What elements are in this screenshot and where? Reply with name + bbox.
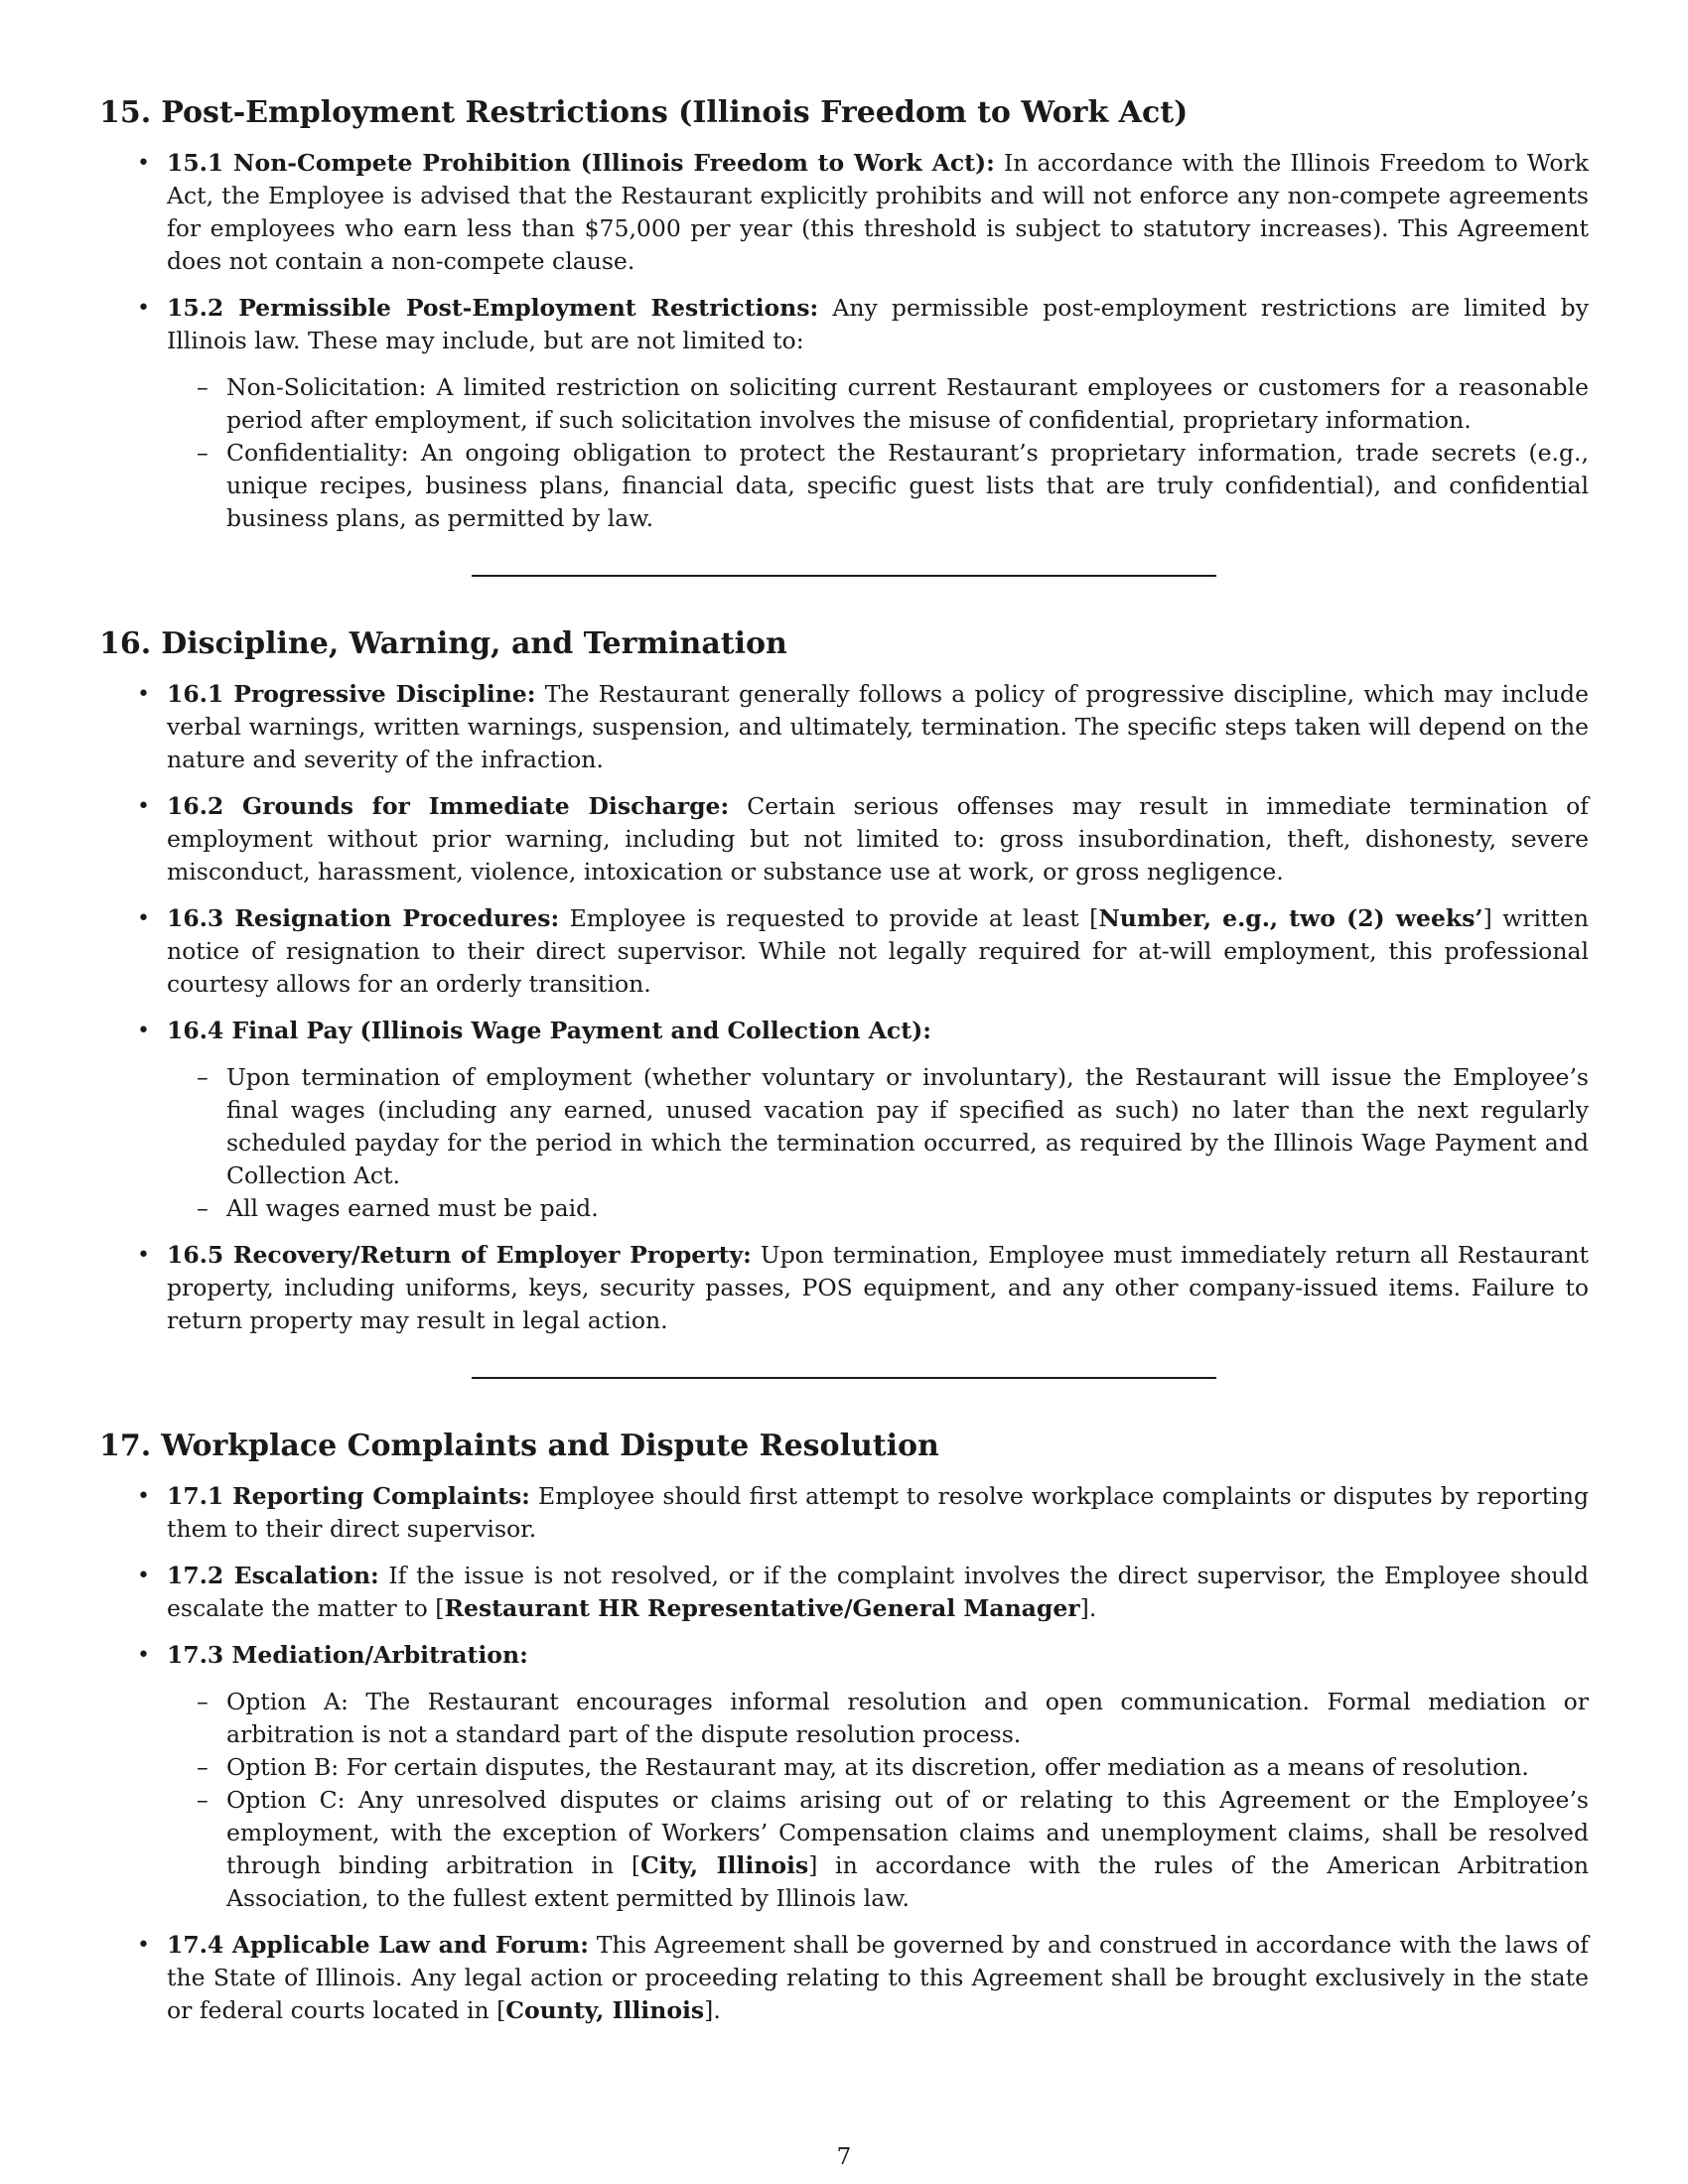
clause-label: 15.2 Permissible Post-Employment Restrictions: xyxy=(167,294,819,322)
clause-16-2 xyxy=(99,790,1589,888)
section-item-list xyxy=(99,1480,1589,2027)
clause-16-5 xyxy=(99,1239,1589,1337)
sub-clause-list xyxy=(167,1061,1589,1225)
clause-17-1 xyxy=(99,1480,1589,1546)
bullet-icon: • xyxy=(137,1243,150,1268)
clause-label: 16.3 Resignation Procedures: xyxy=(167,904,560,932)
clause-17-3 xyxy=(99,1639,1589,1915)
clause-text: Employee is requested to provide at least [ xyxy=(559,904,1099,932)
clause-15-1 xyxy=(99,147,1589,278)
section-heading xyxy=(99,1427,1589,1466)
section-heading xyxy=(99,93,1589,133)
spacer xyxy=(99,1379,1589,1427)
clause-text: ] written notice of resignation to their direct supervisor. While not legally required for at-will employment, this professional courtesy allows for an orderly transition. xyxy=(167,904,1590,998)
bullet-icon: • xyxy=(137,1484,150,1509)
bullet-icon: • xyxy=(137,682,150,707)
clause-label: 16.2 Grounds for Immediate Discharge: xyxy=(167,792,730,820)
clause-17-4 xyxy=(99,1929,1589,2027)
sub-clause-text: Upon termination of employment (whether voluntary or involuntary), the Restaurant will issue the Employee’s final wages (including any earned, unused vacation pay if specified as such) no later than the next regularly scheduled payday for the period in which the termination occurred, as required by the Illinois Wage Payment and Collection Act. xyxy=(226,1063,1589,1189)
sub-clause-list xyxy=(167,371,1589,535)
sub-clause-text: All wages earned must be paid. xyxy=(226,1194,599,1222)
bullet-icon: • xyxy=(137,296,150,321)
section-16 xyxy=(99,624,1589,1379)
bullet-icon: • xyxy=(137,1933,150,1958)
section-item-list xyxy=(99,147,1589,535)
section-number: 17. xyxy=(99,1429,152,1463)
clause-16-4 xyxy=(99,1015,1589,1225)
bullet-icon: • xyxy=(137,151,150,176)
section-title: Post-Employment Restrictions (Illinois Freedom to Work Act) xyxy=(161,95,1189,130)
dash-icon: – xyxy=(197,1786,209,1814)
section-number: 15. xyxy=(99,95,152,130)
sub-clause-text: Confidentiality: An ongoing obligation to protect the Restaurant’s proprietary information, trade secrets (e.g., unique recipes, business plans, financial data, specific guest lists that are truly confidential), and confidential business plans, as permitted by law. xyxy=(226,439,1589,532)
sub-clause-text: Option C: Any unresolved disputes or claims arising out of or relating to this Agreement or the Employee’s employment, with the exception of Workers’ Compensation claims and unemployment claims, shall be resolved through binding arbitration in [ xyxy=(226,1786,1589,1879)
dash-icon: – xyxy=(197,373,209,401)
sub-clause xyxy=(167,1192,1589,1225)
sub-clause xyxy=(167,1686,1589,1751)
section-number: 16. xyxy=(99,626,152,661)
clause-label: 16.4 Final Pay (Illinois Wage Payment and Collection Act): xyxy=(167,1017,931,1044)
sub-clause xyxy=(167,371,1589,437)
section-17 xyxy=(99,1427,1589,2027)
clause-15-2 xyxy=(99,292,1589,535)
spacer xyxy=(99,577,1589,624)
clause-label: 17.3 Mediation/Arbitration: xyxy=(167,1641,528,1669)
sub-clause-text: ] in accordance with the rules of the American Arbitration Association, to the fullest extent permitted by Illinois law. xyxy=(226,1851,1590,1912)
sub-clause-text: Option A: The Restaurant encourages informal resolution and open communication. Formal mediation or arbitration is not a standard part of the dispute resolution process. xyxy=(226,1688,1589,1748)
clause-text: This Agreement shall be governed by and construed in accordance with the laws of the State of Illinois. Any legal action or proceeding relating to this Agreement shall be brought exclusively in the state or federal courts located in [ xyxy=(167,1931,1589,2024)
section-heading xyxy=(99,624,1589,664)
clause-16-1 xyxy=(99,678,1589,776)
bullet-icon: • xyxy=(137,794,150,819)
dash-icon: – xyxy=(197,1063,209,1091)
clause-text: The Restaurant generally follows a policy of progressive discipline, which may include verbal warnings, written warnings, suspension, and ultimately, termination. The specific steps taken will depend on the nature and severity of the infraction. xyxy=(167,680,1589,773)
clause-label: 17.4 Applicable Law and Forum: xyxy=(167,1931,589,1959)
sub-clause-list xyxy=(167,1686,1589,1915)
bullet-icon: • xyxy=(137,906,150,931)
clause-16-3 xyxy=(99,902,1589,1001)
clause-label: 15.1 Non-Compete Prohibition (Illinois Freedom to Work Act): xyxy=(167,149,995,177)
sub-clause-text: Non-Solicitation: A limited restriction on soliciting current Restaurant employees or customers for a reasonable period after employment, if such solicitation involves the misuse of confidential, proprietary information. xyxy=(226,373,1589,434)
placeholder-field: County, Illinois xyxy=(505,1996,705,2024)
clause-label: 17.1 Reporting Complaints: xyxy=(167,1482,530,1510)
section-title: Workplace Complaints and Dispute Resolution xyxy=(161,1429,939,1463)
section-title: Discipline, Warning, and Termination xyxy=(161,626,787,661)
dash-icon: – xyxy=(197,1688,209,1715)
clause-text: If the issue is not resolved, or if the complaint involves the direct supervisor, the Employee should escalate the matter to [ xyxy=(167,1562,1589,1622)
clause-label: 17.2 Escalation: xyxy=(167,1562,379,1589)
clause-text: Employee should first attempt to resolve workplace complaints or disputes by reporting them to their direct supervisor. xyxy=(167,1482,1589,1543)
bullet-icon: • xyxy=(137,1564,150,1588)
bullet-icon: • xyxy=(137,1643,150,1668)
bullet-icon: • xyxy=(137,1019,150,1043)
document-body xyxy=(99,93,1589,2041)
section-15 xyxy=(99,93,1589,577)
sub-clause xyxy=(167,1784,1589,1915)
sub-clause-text: Option B: For certain disputes, the Restaurant may, at its discretion, offer mediation as a means of resolution. xyxy=(226,1753,1529,1781)
clause-text: In accordance with the Illinois Freedom to Work Act, the Employee is advised that the Restaurant explicitly prohibits and will not enforce any non-compete agreements for employees who earn less than $75,000 per year (this threshold is subject to statutory increases). This Agreement does not contain a non-compete clause. xyxy=(167,149,1589,275)
page-number: 7 xyxy=(836,2144,852,2170)
clause-label: 16.1 Progressive Discipline: xyxy=(167,680,536,708)
clause-label: 16.5 Recovery/Return of Employer Property: xyxy=(167,1241,752,1269)
dash-icon: – xyxy=(197,1753,209,1781)
sub-clause xyxy=(167,1061,1589,1192)
dash-icon: – xyxy=(197,439,209,467)
clause-text: Any permissible post-employment restrictions are limited by Illinois law. These may include, but are not limited to: xyxy=(167,294,1589,354)
placeholder-field: Restaurant HR Representative/General Manager xyxy=(444,1594,1080,1622)
section-item-list xyxy=(99,678,1589,1337)
clause-text: Certain serious offenses may result in immediate termination of employment without prior warning, including but not limited to: gross insubordination, theft, dishonesty, severe misconduct, harassment, violence, intoxication or substance use at work, or gross negligence. xyxy=(167,792,1589,886)
sub-clause xyxy=(167,1751,1589,1784)
dash-icon: – xyxy=(197,1194,209,1222)
clause-text: Upon termination, Employee must immediately return all Restaurant property, including uniforms, keys, security passes, POS equipment, and any other company-issued items. Failure to return property may result in legal action. xyxy=(167,1241,1589,1334)
placeholder-field: Number, e.g., two (2) weeks’ xyxy=(1098,904,1483,932)
clause-text: ]. xyxy=(1079,1594,1097,1622)
sub-clause xyxy=(167,437,1589,535)
clause-text: ]. xyxy=(704,1996,721,2024)
placeholder-field: City, Illinois xyxy=(640,1851,809,1879)
clause-17-2 xyxy=(99,1560,1589,1625)
